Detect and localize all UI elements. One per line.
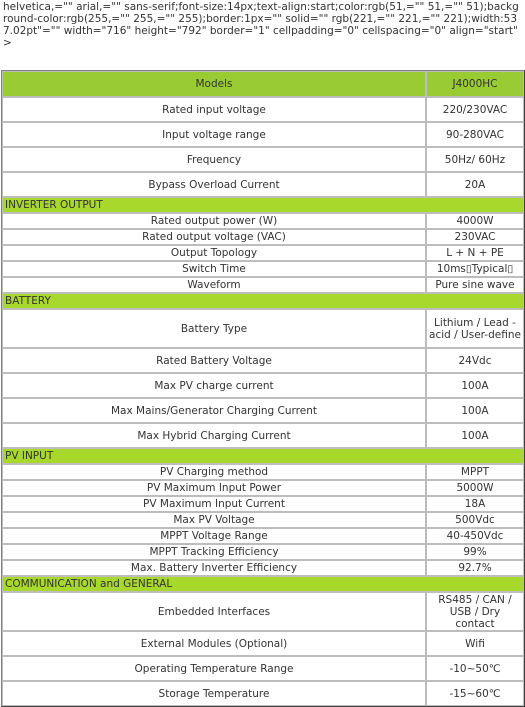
table-row: [2, 398, 524, 423]
row-value: 99%: [426, 544, 524, 560]
row-value: -15~60℃: [426, 681, 524, 706]
row-value: 100A: [426, 423, 524, 448]
raw-style-text: helvetica,="" arial,="" sans-serif;font-size:14px;text-align:start;color:rgb(51,="" 51,="" 51);background-color:rgb(255,="" 255,="" 255);border:1px="" solid="" rgb(221,="" 221,="" 221);width:537.02pt"="" width="716" height="792" border="1" cellpadding="0" cellspacing="0" align="start" >: [3, 1, 519, 49]
spec-table: [1, 70, 525, 707]
table-row: [2, 213, 524, 229]
table-row: [2, 464, 524, 480]
row-value: 20A: [426, 172, 524, 197]
table-row: [2, 480, 524, 496]
row-label: Storage Temperature: [2, 681, 426, 706]
row-value: 100A: [426, 373, 524, 398]
row-label: Switch Time: [2, 261, 426, 277]
table-row: [2, 681, 524, 706]
header-label: Models: [2, 71, 426, 97]
row-value: Pure sine wave: [426, 277, 524, 293]
table-row: [2, 147, 524, 172]
table-row: [2, 560, 524, 576]
section-title: PV INPUT: [2, 448, 524, 464]
row-value: 92.7%: [426, 560, 524, 576]
section-title: COMMUNICATION and GENERAL: [2, 576, 524, 592]
section-title: INVERTER OUTPUT: [2, 197, 524, 213]
row-value: Wifi: [426, 631, 524, 656]
row-label: MPPT Tracking Efficiency: [2, 544, 426, 560]
row-label: Rated Battery Voltage: [2, 348, 426, 373]
table-row: [2, 348, 524, 373]
table-row: [2, 496, 524, 512]
row-label: PV Maximum Input Current: [2, 496, 426, 512]
row-value: MPPT: [426, 464, 524, 480]
row-value: 220/230VAC: [426, 97, 524, 122]
table-row: [2, 656, 524, 681]
row-value: 5000W: [426, 480, 524, 496]
row-label: Max PV charge current: [2, 373, 426, 398]
table-row: [2, 172, 524, 197]
table-row: [2, 309, 524, 348]
row-label: Max Mains/Generator Charging Current: [2, 398, 426, 423]
row-value: 500Vdc: [426, 512, 524, 528]
row-value: 40-450Vdc: [426, 528, 524, 544]
row-label: MPPT Voltage Range: [2, 528, 426, 544]
row-label: External Modules (Optional): [2, 631, 426, 656]
table-row: [2, 423, 524, 448]
table-row: [2, 631, 524, 656]
row-value: -10~50℃: [426, 656, 524, 681]
table-row: [2, 528, 524, 544]
table-row: [2, 122, 524, 147]
row-value: 90-280VAC: [426, 122, 524, 147]
row-label: Max PV Voltage: [2, 512, 426, 528]
row-label: Input voltage range: [2, 122, 426, 147]
header-row: [2, 71, 524, 97]
row-label: PV Charging method: [2, 464, 426, 480]
row-label: Bypass Overload Current: [2, 172, 426, 197]
table-row: [2, 373, 524, 398]
row-label: Battery Type: [2, 309, 426, 348]
row-value: 50Hz/ 60Hz: [426, 147, 524, 172]
row-label: Waveform: [2, 277, 426, 293]
table-row: [2, 592, 524, 631]
row-label: Rated output power (W): [2, 213, 426, 229]
row-value: 10ms▯Typical▯: [426, 261, 524, 277]
row-label: PV Maximum Input Power: [2, 480, 426, 496]
table-row: [2, 97, 524, 122]
table-row: [2, 261, 524, 277]
row-value: 4000W: [426, 213, 524, 229]
row-label: Rated output voltage (VAC): [2, 229, 426, 245]
row-value: Lithium / Lead - acid / User-define: [426, 309, 524, 348]
table-row: [2, 245, 524, 261]
row-label: Embedded Interfaces: [2, 592, 426, 631]
header-model: J4000HC: [426, 71, 524, 97]
section-communication-general: [2, 576, 524, 592]
table-row: [2, 544, 524, 560]
row-label: Max Hybrid Charging Current: [2, 423, 426, 448]
section-title: BATTERY: [2, 293, 524, 309]
table-row: [2, 277, 524, 293]
section-battery: [2, 293, 524, 309]
table-row: [2, 512, 524, 528]
row-label: Rated input voltage: [2, 97, 426, 122]
section-pv-input: [2, 448, 524, 464]
row-label: Frequency: [2, 147, 426, 172]
row-value: 18A: [426, 496, 524, 512]
table-row: [2, 229, 524, 245]
row-value: 24Vdc: [426, 348, 524, 373]
row-label: Output Topology: [2, 245, 426, 261]
row-value: 230VAC: [426, 229, 524, 245]
row-value: RS485 / CAN / USB / Dry contact: [426, 592, 524, 631]
row-value: L + N + PE: [426, 245, 524, 261]
row-label: Operating Temperature Range: [2, 656, 426, 681]
row-value: 100A: [426, 398, 524, 423]
section-inverter-output: [2, 197, 524, 213]
row-label: Max. Battery Inverter Efficiency: [2, 560, 426, 576]
